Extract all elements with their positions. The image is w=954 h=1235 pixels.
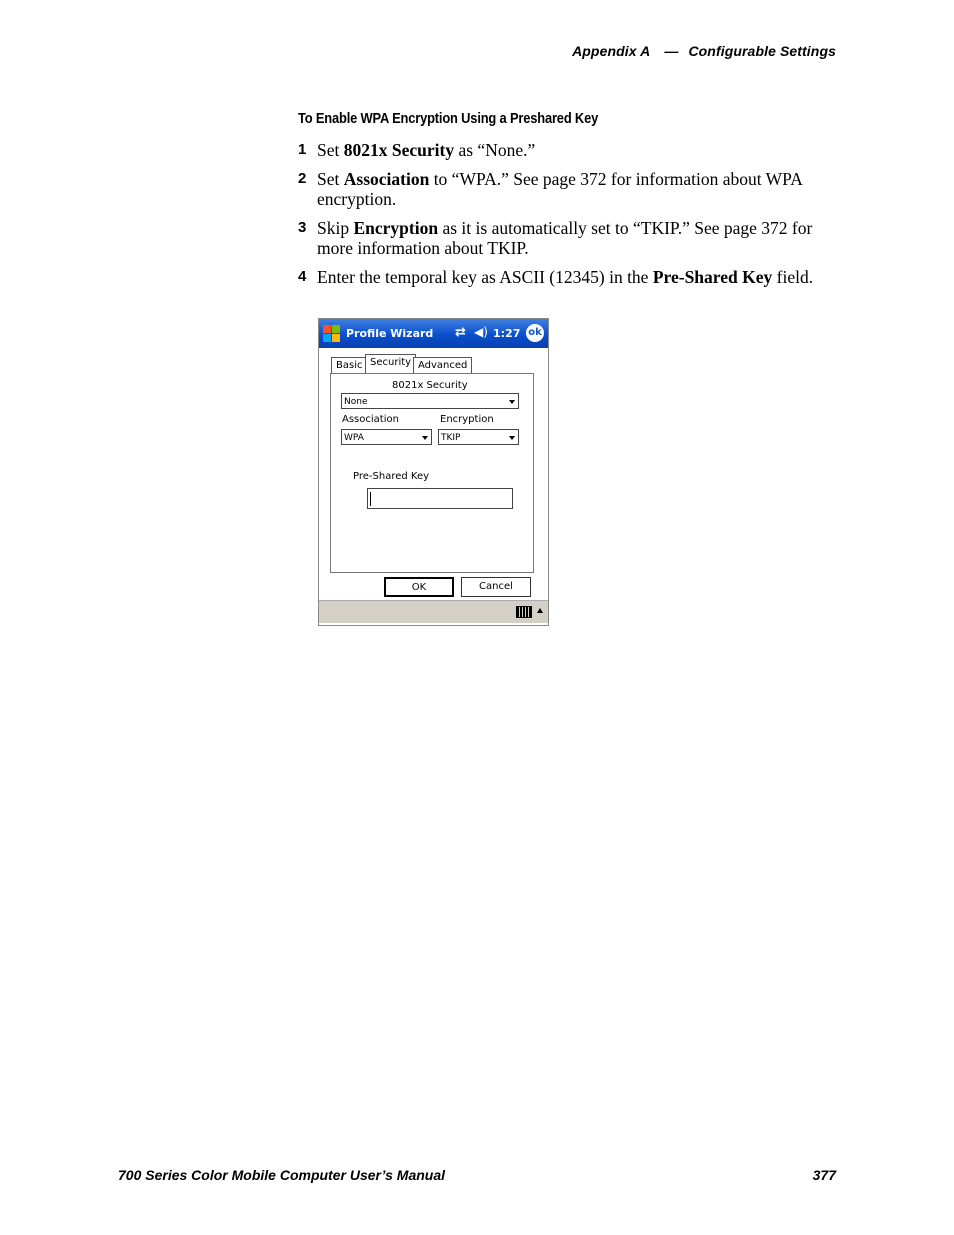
steps-list bbox=[298, 140, 838, 296]
step-text: as “None.” bbox=[454, 140, 536, 160]
security-value: None bbox=[344, 397, 368, 407]
ok-close-button[interactable]: ok bbox=[526, 324, 544, 342]
step-bold-term: Pre-Shared Key bbox=[652, 267, 773, 287]
window-title: Profile Wizard bbox=[346, 327, 434, 340]
encryption-value: TKIP bbox=[441, 433, 461, 443]
step-4 bbox=[298, 267, 838, 287]
step-1 bbox=[298, 140, 838, 160]
step-number: 1 bbox=[298, 141, 307, 158]
appendix-label: Appendix A bbox=[572, 43, 651, 59]
running-header bbox=[572, 43, 836, 59]
chevron-down-icon bbox=[422, 436, 428, 440]
security-label: 8021x Security bbox=[392, 380, 468, 391]
psk-label: Pre-Shared Key bbox=[353, 471, 430, 482]
chevron-down-icon bbox=[509, 436, 515, 440]
step-text: to “WPA.” See page 372 for information about WPA encryption. bbox=[317, 169, 802, 209]
ok-button[interactable]: OK bbox=[384, 577, 454, 597]
step-bold-term: Encryption bbox=[353, 218, 439, 238]
clock[interactable]: 1:27 bbox=[493, 327, 521, 340]
section-label: Configurable Settings bbox=[688, 43, 836, 59]
speaker-icon[interactable]: ◀) bbox=[474, 325, 488, 339]
start-icon[interactable] bbox=[322, 324, 342, 343]
page-footer bbox=[118, 1167, 836, 1183]
psk-input[interactable] bbox=[367, 488, 513, 509]
keyboard-icon[interactable] bbox=[516, 606, 532, 618]
association-label: Association bbox=[342, 414, 399, 425]
menu-bar bbox=[319, 600, 548, 623]
header-dash: — bbox=[664, 43, 679, 59]
manual-title: 700 Series Color Mobile Computer User’s Manual bbox=[118, 1167, 446, 1183]
association-dropdown[interactable] bbox=[341, 429, 432, 445]
security-dropdown[interactable] bbox=[341, 393, 519, 409]
step-2 bbox=[298, 169, 838, 209]
page-number: 377 bbox=[812, 1167, 836, 1183]
tab-advanced[interactable]: Advanced bbox=[413, 357, 472, 374]
pda-screenshot bbox=[318, 318, 549, 626]
step-3 bbox=[298, 218, 838, 258]
step-text: field. bbox=[772, 267, 814, 287]
step-number: 3 bbox=[298, 219, 307, 236]
tab-basic[interactable]: Basic bbox=[331, 357, 367, 374]
step-text: as it is automatically set to “TKIP.” See page 372 for more information about TKIP. bbox=[317, 218, 813, 258]
association-value: WPA bbox=[344, 433, 364, 443]
procedure-title: To Enable WPA Encryption Using a Preshared Key bbox=[298, 110, 599, 127]
step-number: 2 bbox=[298, 170, 307, 187]
encryption-dropdown[interactable] bbox=[438, 429, 519, 445]
tab-security[interactable]: Security bbox=[365, 354, 416, 374]
title-bar bbox=[319, 319, 548, 348]
step-bold-term: 8021x Security bbox=[343, 140, 455, 160]
step-text: Enter the temporal key as ASCII (12345) in the bbox=[317, 267, 653, 287]
chevron-down-icon bbox=[509, 400, 515, 404]
text-caret bbox=[370, 492, 371, 506]
connectivity-icon[interactable]: ⇄ bbox=[455, 325, 466, 340]
encryption-label: Encryption bbox=[440, 414, 494, 425]
cancel-button[interactable]: Cancel bbox=[461, 577, 531, 597]
step-text: Set bbox=[317, 169, 344, 189]
step-text: Skip bbox=[317, 218, 354, 238]
step-bold-term: Association bbox=[343, 169, 430, 189]
step-number: 4 bbox=[298, 268, 307, 285]
step-text: Set bbox=[317, 140, 344, 160]
input-menu-arrow-icon[interactable] bbox=[537, 608, 543, 613]
